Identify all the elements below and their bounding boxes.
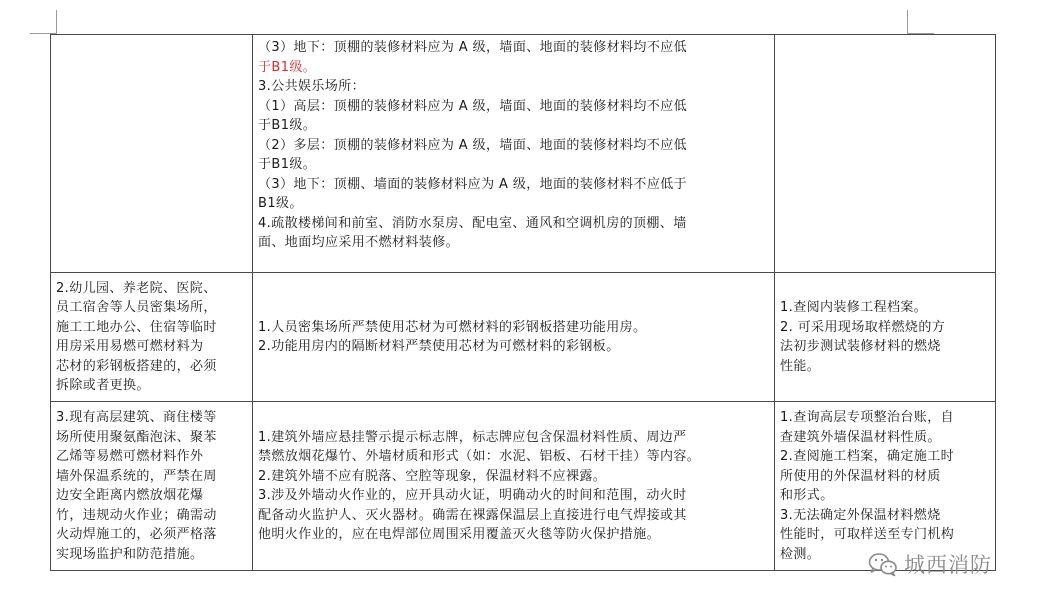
text-line: B1级。 bbox=[258, 196, 303, 211]
text-line: 3.现有高层建筑、商住楼等 bbox=[56, 410, 217, 425]
text-line: 3.涉及外墙动火作业的，应开具动火证，明确动火的时间和范围，动火时 bbox=[258, 488, 687, 503]
table-row bbox=[51, 273, 996, 402]
text-line: （3）地下：顶棚、墙面的装修材料应为 A 级，地面的装修材料不应低于 bbox=[258, 176, 688, 192]
text-line: 他明火作业的，应在电焊部位周围采用覆盖灭火毯等防火保护措施。 bbox=[258, 527, 661, 542]
text-line: 竹，违规动火作业；确需动 bbox=[56, 507, 217, 523]
watermark-text: 城西消防 bbox=[904, 553, 992, 577]
text-line: （3）地下：顶棚的装修材料应为 A 级，墙面、地面的装修材料均不应低 bbox=[258, 40, 688, 55]
text-line: 2.建筑外墙不应有脱落、空腔等现象，保温材料不应裸露。 bbox=[258, 468, 607, 484]
wechat-icon bbox=[868, 551, 898, 577]
text-line: 用房采用易燃可燃材料为 bbox=[56, 339, 204, 354]
highlighted-text-line: 于B1级。 bbox=[258, 59, 317, 75]
text-line: （1）高层：顶棚的装修材料应为 A 级，墙面、地面的装修材料均不应低 bbox=[258, 98, 688, 114]
text-line: 禁燃放烟花爆竹、外墙材质和形式（如：水泥、铝板、石材干挂）等内容。 bbox=[258, 449, 701, 464]
crop-mark-left-vertical bbox=[56, 10, 57, 34]
text-line: 法初步测试装修材料的燃烧 bbox=[780, 339, 941, 354]
text-line: 员工宿舍等人员密集场所， bbox=[56, 300, 217, 315]
text-line: 4.疏散楼梯间和前室、消防水泵房、配电室、通风和空调机房的顶棚、墙 bbox=[258, 215, 687, 231]
text-line: 于B1级。 bbox=[258, 157, 317, 172]
cell-requirements bbox=[253, 402, 775, 571]
text-line: 施工工地办公、住宿等临时 bbox=[56, 319, 217, 335]
text-line: 性能。 bbox=[780, 358, 821, 374]
text-line: 查建筑外墙保温材料性质。 bbox=[780, 429, 941, 445]
text-line: 于B1级。 bbox=[258, 118, 317, 133]
cell-hazard bbox=[51, 35, 253, 273]
text-line: 2. 可采用现场取样燃烧的方 bbox=[780, 319, 946, 335]
text-line: 检测。 bbox=[780, 546, 821, 562]
cell-requirements bbox=[253, 273, 775, 402]
cell-inspection-method bbox=[775, 402, 996, 571]
cell-hazard bbox=[51, 402, 253, 571]
text-line: 配备动火监护人、灭火器材。确需在裸露保温层上直接进行电气焊接或其 bbox=[258, 507, 687, 523]
text-line: 1.查阅内装修工程档案。 bbox=[780, 300, 928, 315]
text-line: 2.查阅施工档案，确定施工时 bbox=[780, 449, 955, 464]
text-line: 实现场监护和防范措施。 bbox=[56, 546, 204, 562]
watermark bbox=[868, 549, 992, 579]
text-line: 拆除或者更换。 bbox=[56, 378, 150, 393]
text-line: 1.人员密集场所严禁使用芯材为可燃材料的彩钢板搭建功能用房。 bbox=[258, 319, 647, 335]
cell-inspection-method bbox=[775, 35, 996, 273]
text-line: 性能时，可取样送至专门机构 bbox=[780, 527, 955, 542]
text-line: 1.查询高层专项整治台账，自 bbox=[780, 410, 955, 425]
text-line: 火动焊施工的，必须严格落 bbox=[56, 527, 217, 542]
text-line: 乙烯等易燃可燃材料作外 bbox=[56, 449, 204, 464]
text-line: 场所使用聚氨酯泡沫、聚苯 bbox=[56, 429, 217, 445]
table-row bbox=[51, 402, 996, 571]
fire-safety-checklist-table bbox=[50, 34, 996, 571]
text-line: 1.建筑外墙应悬挂警示提示标志牌，标志牌应包含保温材料性质、周边严 bbox=[258, 429, 687, 445]
cell-requirements bbox=[253, 35, 775, 273]
text-line: 面、地面均应采用不燃材料装修。 bbox=[258, 235, 460, 250]
text-line: （2）多层：顶棚的装修材料应为 A 级，墙面、地面的装修材料均不应低 bbox=[258, 137, 688, 153]
cell-inspection-method bbox=[775, 273, 996, 402]
table-row bbox=[51, 35, 996, 273]
text-line: 3.无法确定外保温材料燃烧 bbox=[780, 507, 941, 523]
text-line: 2.功能用房内的隔断材料严禁使用芯材为可燃材料的彩钢板。 bbox=[258, 339, 620, 354]
crop-mark-right-vertical bbox=[907, 10, 908, 34]
text-line: 3.公共娱乐场所： bbox=[258, 79, 366, 94]
text-line: 所使用的外保温材料的材质 bbox=[780, 468, 941, 484]
cell-hazard bbox=[51, 273, 253, 402]
text-line: 2.幼儿园、养老院、医院、 bbox=[56, 280, 217, 296]
text-line: 边安全距离内燃放烟花爆 bbox=[56, 488, 204, 503]
text-line: 墙外保温系统的，严禁在周 bbox=[56, 468, 217, 484]
text-line: 和形式。 bbox=[780, 488, 834, 503]
text-line: 芯材的彩钢板搭建的，必须 bbox=[56, 358, 217, 374]
